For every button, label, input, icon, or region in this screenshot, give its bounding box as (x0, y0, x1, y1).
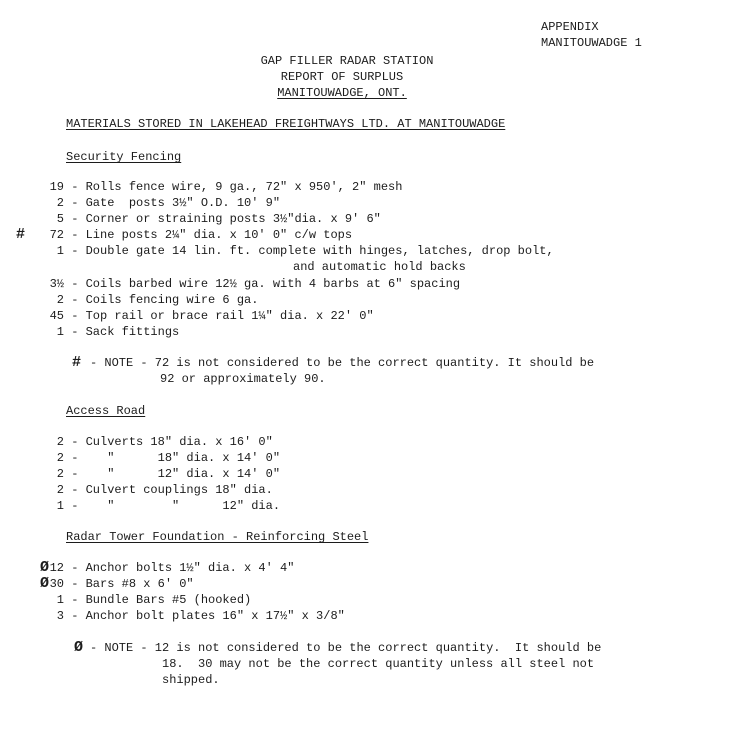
list-item (30, 293, 258, 308)
appendix-reference: MANITOUWADGE 1 (541, 36, 642, 50)
item-quantity: 2 (56, 196, 64, 210)
item-quantity: 30 (49, 577, 64, 591)
hash-mark: # (16, 226, 26, 243)
security-note-line1: - NOTE - 72 is not considered to be the correct quantity. It should be (90, 356, 595, 370)
hash-mark: # (72, 354, 82, 371)
list-item (30, 228, 352, 243)
item-quantity: 2 (56, 435, 64, 449)
list-item (30, 325, 179, 340)
item-quantity: 3½ (49, 277, 64, 291)
item-description: - Bundle Bars #5 (hooked) (71, 593, 252, 607)
item-description: - Bars #8 x 6' 0" (71, 577, 194, 591)
item-quantity: 12 (49, 561, 64, 575)
list-item (30, 277, 460, 292)
item-quantity: 5 (56, 212, 64, 226)
item-description: - " 18" dia. x 14' 0" (71, 451, 281, 465)
item-description: - Top rail or brace rail 1¼" dia. x 22' 0" (71, 309, 374, 323)
item-description: - Rolls fence wire, 9 ga., 72" x 950', 2" mesh (71, 180, 403, 194)
list-item (30, 609, 345, 624)
item-quantity: 1 (56, 325, 64, 339)
item-quantity: 1 (56, 593, 64, 607)
item-description: - Coils fencing wire 6 ga. (71, 293, 259, 307)
item-quantity: 2 (56, 483, 64, 497)
list-item (30, 180, 402, 195)
item-quantity: 2 (56, 467, 64, 481)
list-item (30, 244, 554, 259)
item-description: - Double gate 14 lin. ft. complete with hinges, latches, drop bolt, (71, 244, 554, 258)
item-quantity: 1 (56, 499, 64, 513)
item-quantity: 45 (49, 309, 64, 323)
list-item (30, 212, 381, 227)
list-item (30, 309, 374, 324)
list-item (30, 483, 273, 498)
tower-note-line3: shipped. (162, 673, 220, 687)
item-description: - Culverts 18" dia. x 16' 0" (71, 435, 273, 449)
item-description: - Anchor bolt plates 16" x 17½" x 3/8" (71, 609, 345, 623)
tower-foundation-heading: Radar Tower Foundation - Reinforcing Steel (66, 530, 369, 544)
security-fencing-heading: Security Fencing (66, 150, 182, 164)
item-description: - " 12" dia. x 14' 0" (71, 467, 281, 481)
list-item (30, 499, 280, 514)
list-item (30, 577, 194, 592)
item-description: - Line posts 2¼" dia. x 10' 0" c/w tops (71, 228, 353, 242)
item-description: - Sack fittings (71, 325, 180, 339)
item-description: - Corner or straining posts 3½"dia. x 9' 6" (71, 212, 381, 226)
station-title: GAP FILLER RADAR STATION (260, 54, 434, 68)
item-description: - Coils barbed wire 12½ ga. with 4 barbs at 6" spacing (71, 277, 461, 291)
slashed-zero-mark: Ø (40, 559, 50, 576)
materials-heading: MATERIALS STORED IN LAKEHEAD FREIGHTWAYS LTD. AT MANITOUWADGE (66, 117, 506, 131)
item-description: - Culvert couplings 18" dia. (71, 483, 273, 497)
security-note-line2: 92 or approximately 90. (160, 372, 326, 386)
list-item (30, 561, 294, 576)
report-title: REPORT OF SURPLUS (280, 70, 404, 84)
item-quantity: 2 (56, 451, 64, 465)
list-item (30, 467, 280, 482)
slashed-zero-mark: Ø (40, 575, 50, 592)
item-quantity: 3 (56, 609, 64, 623)
location-title: MANITOUWADGE, ONT. (277, 86, 407, 100)
list-item (30, 196, 280, 211)
tower-note-line1: - NOTE - 12 is not considered to be the correct quantity. It should be (90, 641, 602, 655)
slashed-zero-mark: Ø (74, 639, 84, 656)
access-road-heading: Access Road (66, 404, 146, 418)
list-item (30, 451, 280, 466)
item-quantity: 1 (56, 244, 64, 258)
item-quantity: 19 (49, 180, 64, 194)
tower-note-line2: 18. 30 may not be the correct quantity unless all steel not (162, 657, 595, 671)
item-quantity: 2 (56, 293, 64, 307)
list-item (30, 435, 273, 450)
appendix-label: APPENDIX (541, 20, 599, 34)
item-continuation: and automatic hold backs (293, 260, 466, 274)
item-quantity: 72 (49, 228, 64, 242)
item-description: - Anchor bolts 1½" dia. x 4' 4" (71, 561, 295, 575)
list-item (30, 593, 251, 608)
item-description: - Gate posts 3½" O.D. 10' 9" (71, 196, 281, 210)
item-description: - " " 12" dia. (71, 499, 281, 513)
